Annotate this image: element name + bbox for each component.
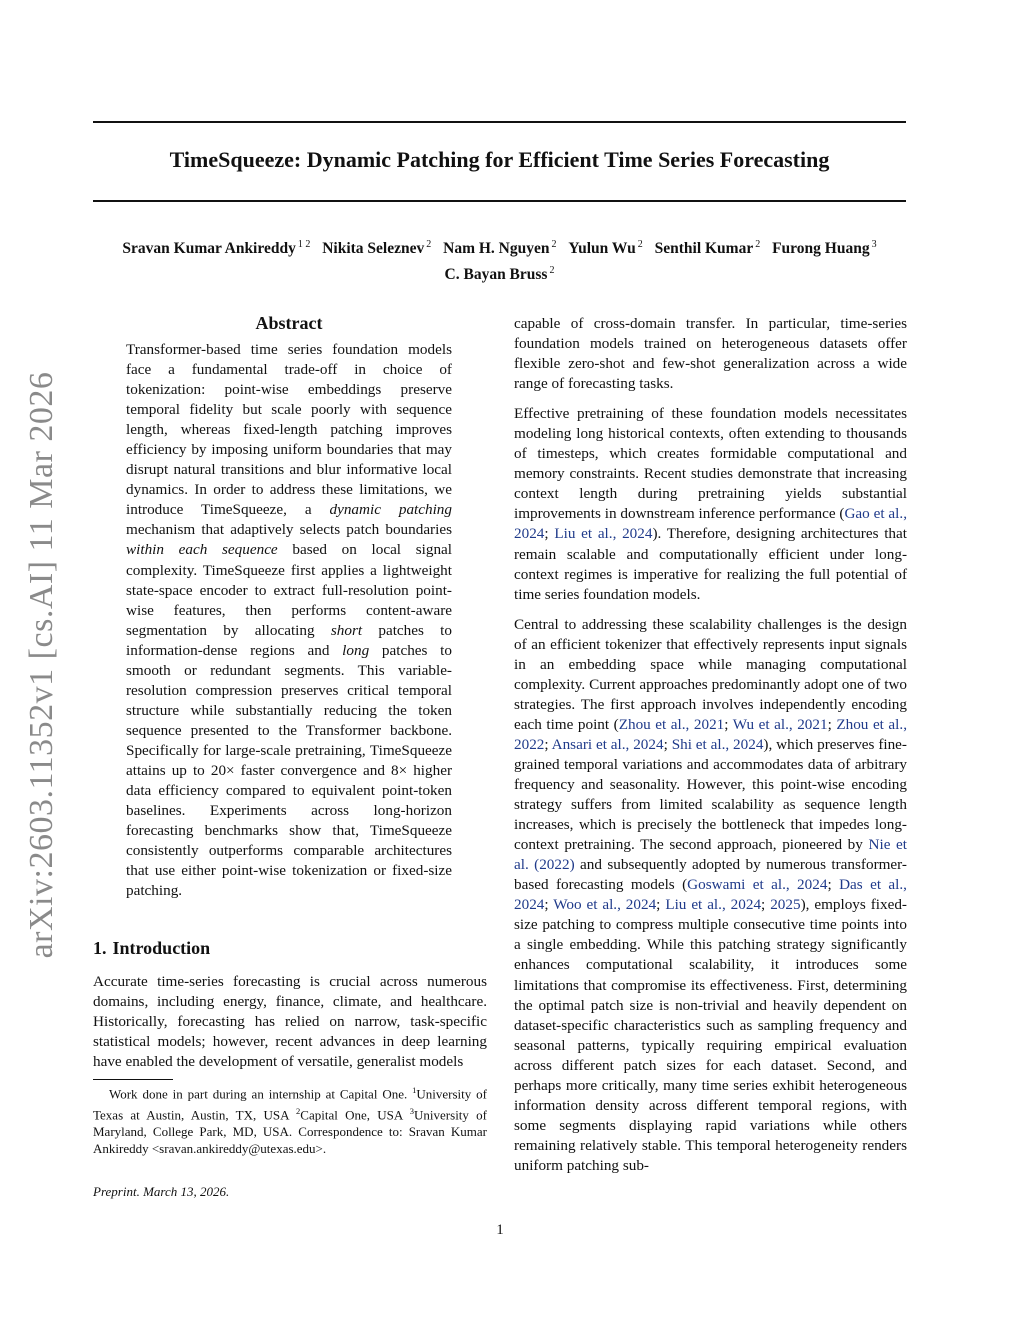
citation-link[interactable]: Shi et al., 2024 bbox=[671, 735, 764, 753]
section-heading-introduction: 1. Introduction bbox=[93, 938, 211, 958]
citation-link[interactable]: Wu et al., 2021 bbox=[732, 715, 828, 733]
citation-link[interactable]: Liu et al., 2024 bbox=[554, 525, 653, 543]
citation-link[interactable]: Zhou et al., 2021 bbox=[618, 715, 725, 733]
citation-link[interactable]: Das et al., 2024 bbox=[514, 876, 907, 914]
author: Senthil Kumar $^2$ bbox=[654, 239, 761, 258]
citation-link[interactable]: Ansari et al., 2024 bbox=[551, 735, 664, 753]
abstract-heading: Abstract bbox=[255, 313, 323, 333]
author: Yulun Wu $^2$ bbox=[568, 239, 643, 258]
title-rule-bottom bbox=[93, 200, 906, 202]
right-column bbox=[514, 314, 907, 1186]
author-list bbox=[93, 234, 906, 286]
author: C. Bayan Bruss $^2$ bbox=[444, 265, 555, 284]
introduction-text: Accurate time-series forecasting is crucial across numerous domains, including energy, finance, climate, and healthcare. Historically, forecasting has relied on narrow, task-specific statistical models; however, recent advances in deep learning have enabled the development of versatile, generalist models bbox=[93, 973, 487, 1071]
arxiv-stamp: arXiv:2603.11352v1 [cs.AI] 11 Mar 2026 bbox=[23, 371, 60, 959]
citation-link[interactable]: Nie et al. (2022) bbox=[514, 836, 908, 874]
citation-link[interactable]: Woo et al., 2024 bbox=[553, 896, 657, 914]
abstract-text: Transformer-based time series foundation models face a fundamental trade-off in choice of tokenization: point-wise embeddings preserve temporal fidelity but scale poorly with sequence length, whereas fixed-length patching improves efficiency by imposing uniform boundaries that may disrupt natural transitions and blur informative local dynamics. In order to address these limitations, we introduce TimeSqueeze, a dynamic patching mechanism that adaptively selects patch boundaries within each sequence based on local signal complexity. TimeSqueeze first applies a lightweight state-space encoder to extract full-resolution point-wise features, then performs content-aware segmentation by allocating short patches to information-dense regions and long patches to smooth or redundant segments. This variable-resolution compression preserves critical temporal structure while substantially reducing the token sequence presented to the Transformer backbone. Specifically for large-scale pretraining, TimeSqueeze attains up to 20× faster convergence and 8× higher data efficiency compared to equivalent point-token baselines. Experiments across long-horizon forecasting benchmarks show that, TimeSqueeze consistently outperforms comparable architectures that use either point-wise tokenization or fixed-size patching. bbox=[126, 341, 452, 900]
author: Nam H. Nguyen $^2$ bbox=[443, 239, 557, 258]
citation-link[interactable]: Zhou et al., 2022 bbox=[514, 715, 907, 753]
preprint-note: Preprint. March 13, 2026. bbox=[93, 1184, 230, 1199]
paragraph: Effective pretraining of these foundation models necessitates modeling long historical contexts, often extending to thousands of timesteps, which creates formidable computational and memory constraints. Recent studies demonstrate that increasing context length during pretraining yields substantial improvements in downstream inference performance (Gao et al., 2024; Liu et al., 2024). Therefore, designing architectures that remain scalable and computationally efficient under long-context regimes is imperative for realizing the full potential of time series foundation models. bbox=[514, 405, 907, 603]
paragraph: Central to addressing these scalability challenges is the design of an efficient tokenizer that effectively represents input signals in an embedding space while managing computational complexity. Current approaches predominantly adopt one of two strategies. The first approach involves independently encoding each time point (Zhou et al., 2021; Wu et al., 2021; Zhou et al., 2022; Ansari et al., 2024; Shi et al., 2024), which preserves fine-grained temporal variations and accommodates data of arbitrary frequency and seasonality. However, this point-wise encoding strategy suffers from limited scalability as sequence length increases, which is precisely the bottleneck that impedes long-context pretraining. The second approach, pioneered by Nie et al. (2022) and subsequently adopted by numerous transformer-based forecasting models (Goswami et al., 2024; Das et al., 2024; Woo et al., 2024; Liu et al., 2024; 2025), employs fixed-size patching to compress multiple consecutive time points into a single embedding. While this patching strategy significantly enhances computational scalability, it introduces some limitations that compromise its effectiveness. First, determining the optimal patch size is non-trivial and heavily dependent on dataset-specific characteristics such as sampling frequency and seasonal patterns, typically requiring empirical evaluation across different patch sizes for each dataset. Second, and perhaps more critically, many time series exhibit heterogeneous information density across different temporal regions, with some segments displaying rapid variations while others remaining relatively stable. This temporal heterogeneity renders uniform patching sub- bbox=[514, 615, 908, 1174]
paragraph: capable of cross-domain transfer. In particular, time-series foundation models trained on heterogeneous datasets offer flexible zero-shot and few-shot generalization across a wide range of forecasting tasks. bbox=[514, 315, 907, 393]
citation-link[interactable]: Gao et al., 2024 bbox=[514, 505, 907, 543]
title-rule-top bbox=[93, 121, 906, 123]
citation-link[interactable]: Liu et al., 2024 bbox=[665, 896, 762, 914]
paper-title: TimeSqueeze: Dynamic Patching for Efficient Time Series Forecasting bbox=[169, 147, 830, 172]
citation-link[interactable]: Goswami et al., 2024 bbox=[687, 876, 828, 894]
footnote: Work done in part during an internship at Capital One. $^1$University of Texas at Austin, Austin, TX, USA $^2$Capital One, USA $^3$University of Maryland, College Park, MD, USA. Correspondence to: Sravan Kumar Ankireddy <sravan.ankireddy@utexas.edu>. bbox=[93, 1085, 487, 1157]
page-number: 1 bbox=[496, 1222, 504, 1238]
footnote-divider bbox=[93, 1079, 173, 1080]
citation-link[interactable]: 2025 bbox=[770, 896, 801, 914]
author: Furong Huang $^3$ bbox=[772, 239, 877, 258]
author: Sravan Kumar Ankireddy $^{1 2}$ bbox=[122, 239, 311, 258]
author: Nikita Seleznev $^2$ bbox=[322, 239, 432, 258]
